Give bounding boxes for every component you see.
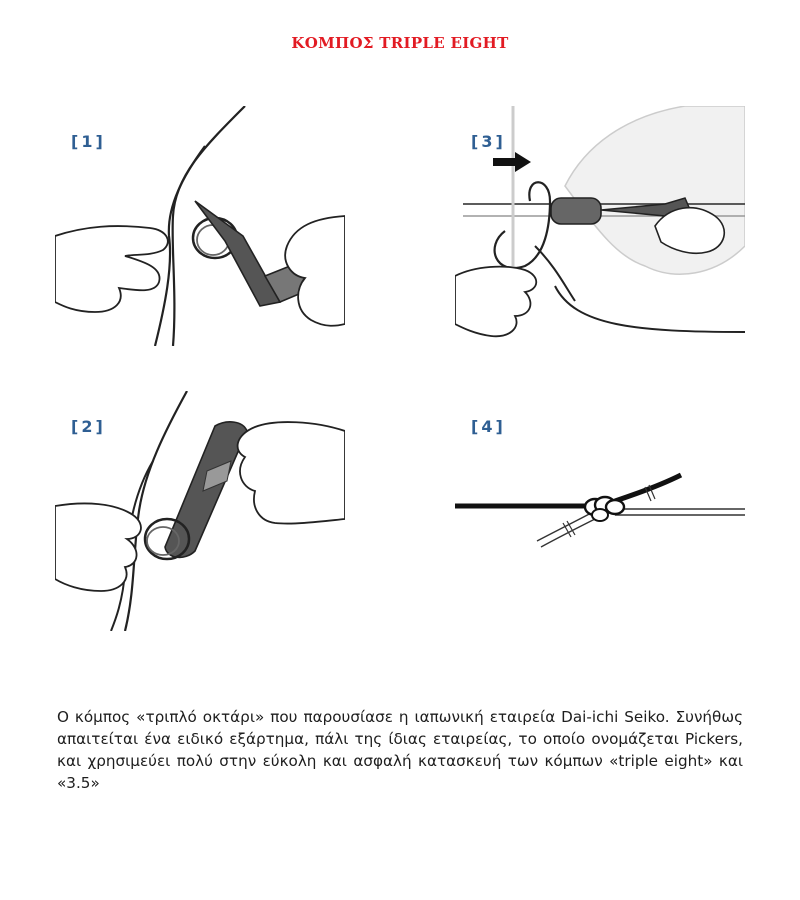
caption-text: Ο κόμπος «τριπλό οκτάρι» που παρουσίασε η ιαπωνική εταιρεία Dai-ichi Seiko. Συνήθως απαιτείται ένα ειδικό εξάρτημα, πάλι της ίδιας εταιρείας, το οποίο ονομάζεται Pickers, και χρησιμεύει πολύ στην εύκολη και ασφαλή κατασκευή των κόμπων «triple eight» και «3.5» <box>57 708 743 792</box>
left-hand <box>55 503 141 591</box>
right-hand <box>285 216 345 326</box>
step-label: [3] <box>471 132 506 151</box>
step-label: [2] <box>71 417 106 436</box>
knot-loop <box>495 182 550 268</box>
page-title: ΚΟΜΠΟΣ TRIPLE EIGHT <box>291 34 509 52</box>
illustration-step-3 <box>455 106 745 346</box>
step-label: [1] <box>71 132 106 151</box>
pickers-tool <box>551 198 601 224</box>
left-hand <box>55 226 168 312</box>
right-hand <box>238 422 345 523</box>
left-hand <box>455 267 536 337</box>
step-label: [4] <box>471 417 506 436</box>
knot <box>585 497 624 521</box>
illustration-step-4 <box>455 391 745 631</box>
illustration-step-2 <box>55 391 345 631</box>
illustration-step-1 <box>55 106 345 346</box>
faded-hand <box>565 106 745 274</box>
fishing-line <box>125 391 187 631</box>
